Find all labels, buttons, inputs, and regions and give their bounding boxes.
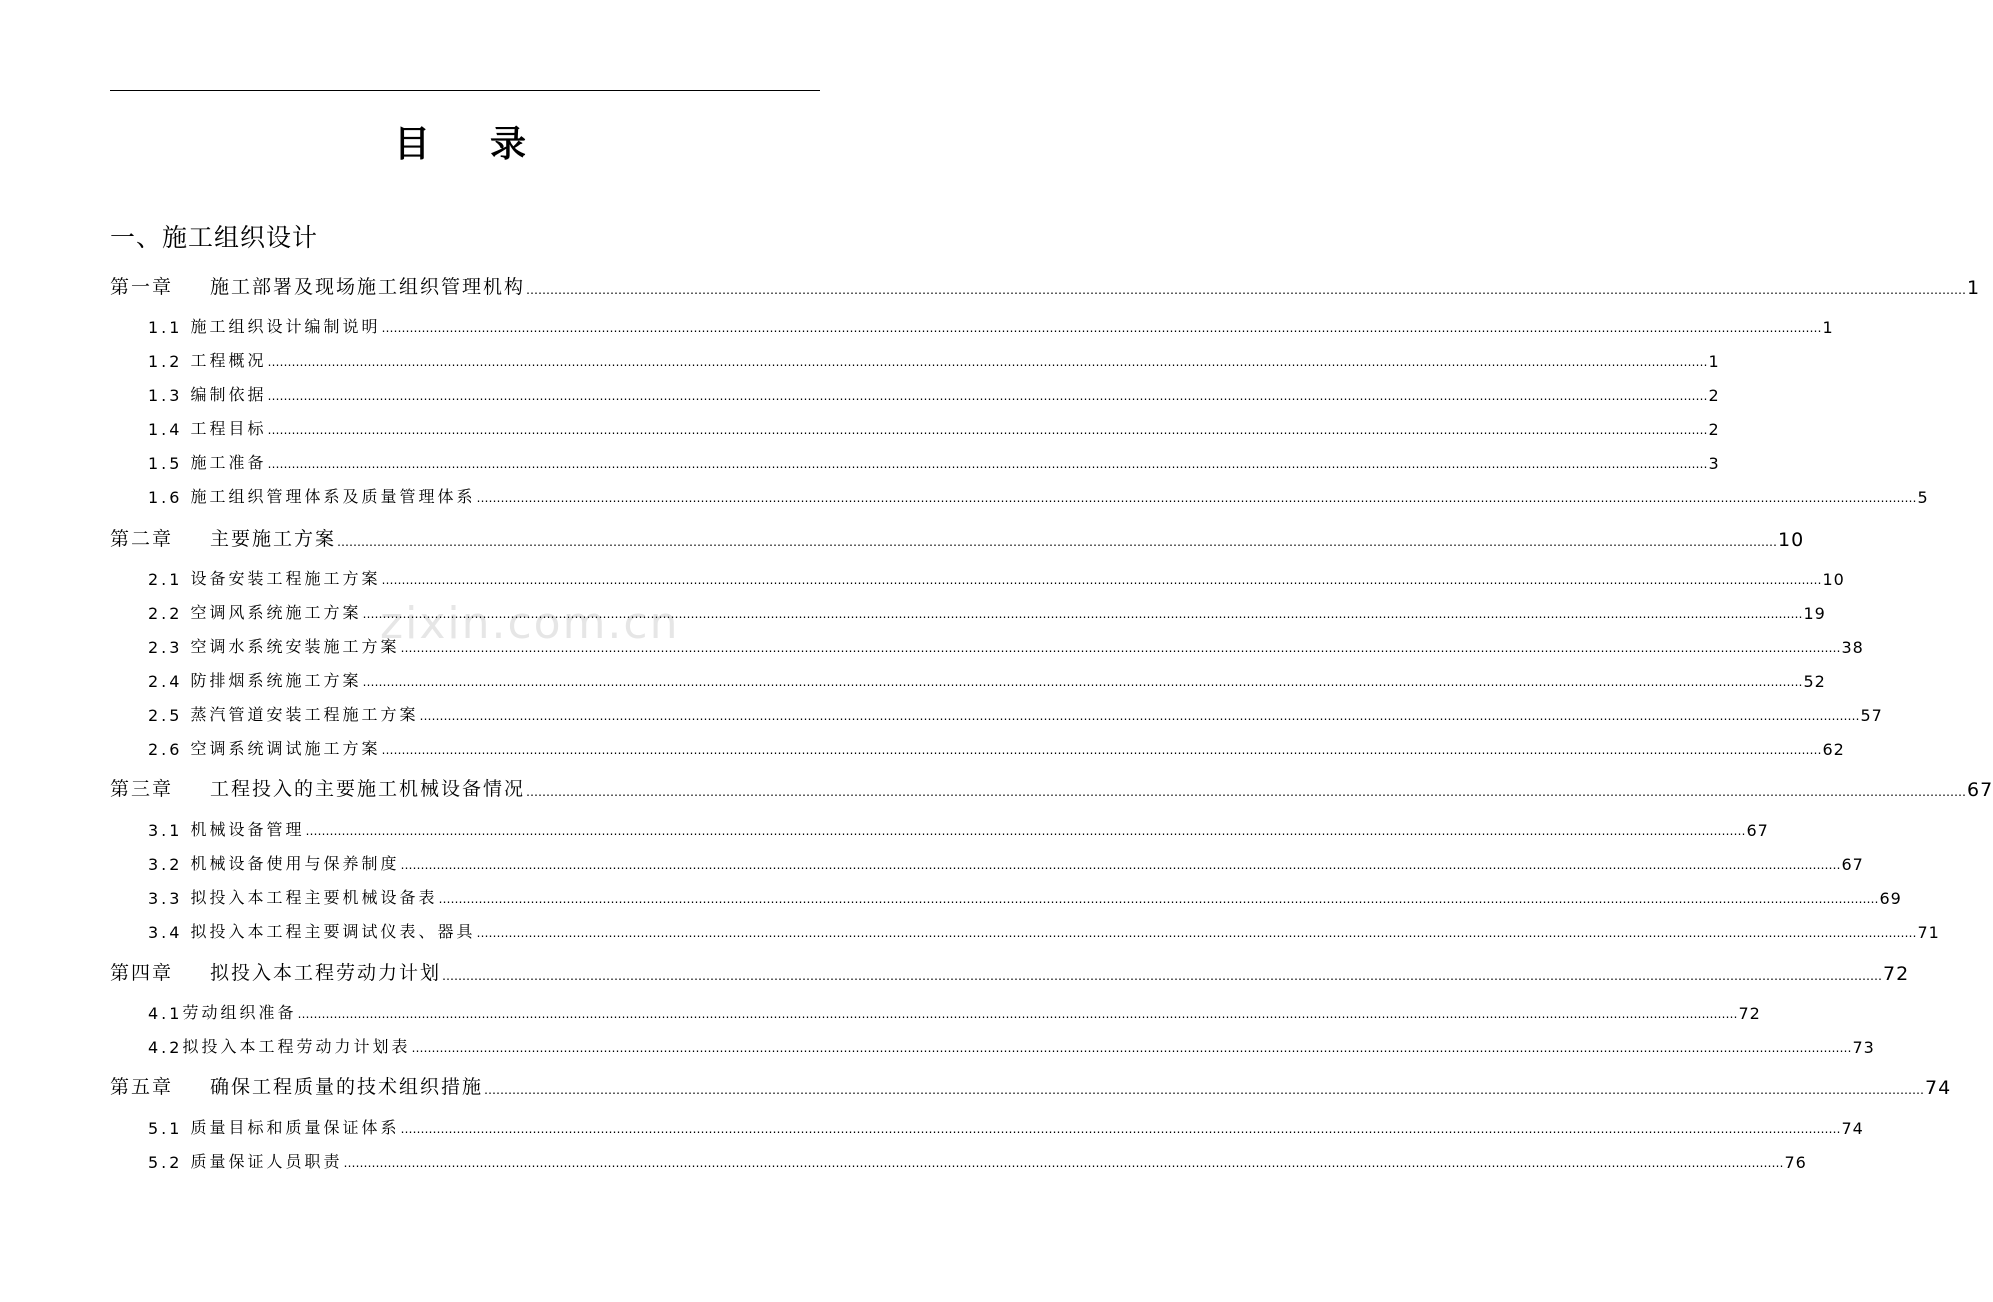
- toc-entry-label: 机械设备使用与保养制度: [190, 854, 400, 873]
- toc-entry-label: 设备安装工程施工方案: [190, 569, 381, 588]
- dot-leader: ………………………………………………………………………………………………………………………………………………………………………………………………………………………………………………………………………………………………………………………………: [400, 1122, 1841, 1136]
- toc-section-entry[interactable]: [148, 600, 1826, 623]
- toc-entry-label: 施工组织设计编制说明: [190, 317, 381, 336]
- dot-leader: ………………………………………………………………………………………………………………………………………………………………………………………………………………………………………………………………………………………………………………………………: [400, 641, 1841, 655]
- toc-section-entry[interactable]: [148, 1000, 1761, 1023]
- toc-entry-label: 拟投入本工程主要调试仪表、器具: [190, 922, 476, 941]
- toc-section-entry[interactable]: [148, 851, 1864, 874]
- toc-page-number: 67: [1746, 821, 1769, 840]
- toc-entry-number: 第三章: [110, 778, 174, 800]
- toc-chapter-entry[interactable]: [110, 524, 1805, 551]
- toc-section-entry[interactable]: [148, 314, 1834, 337]
- toc-entry-number: 3.4: [148, 923, 183, 942]
- toc-entry-number: 第一章: [110, 276, 174, 298]
- toc-entry-label: 空调系统调试施工方案: [190, 739, 381, 758]
- dot-leader: ………………………………………………………………………………………………………………………………………………………………………………………………………………………………………………………………………………………………………………………………: [267, 423, 1708, 437]
- section-heading: 一、施工组织设计: [110, 223, 319, 252]
- dot-leader: ………………………………………………………………………………………………………………………………………………………………………………………………………………………………………………………………………………………………………………………………: [267, 355, 1708, 369]
- dot-leader: ………………………………………………………………………………………………………………………………………………………………………………………………………………………………………………………………………………………………………………………………: [267, 389, 1708, 403]
- toc-entry-number: 1.3: [148, 386, 183, 405]
- toc-entry-label: 确保工程质量的技术组织措施: [210, 1076, 484, 1098]
- toc-section-entry[interactable]: [148, 450, 1720, 473]
- toc-section-entry[interactable]: [148, 566, 1845, 589]
- toc-section-entry[interactable]: [148, 634, 1864, 657]
- toc-page-number: 2: [1708, 386, 1720, 405]
- toc-entry-label: 机械设备管理: [190, 820, 305, 839]
- toc-entry-number: 2.1: [148, 570, 183, 589]
- toc-entry-number: 3.1: [148, 821, 183, 840]
- toc-page-number: 1: [1967, 277, 1981, 299]
- toc-page-number: 10: [1822, 570, 1845, 589]
- toc-entry-label: 质量保证人员职责: [190, 1152, 343, 1171]
- toc-page-number: 72: [1883, 963, 1910, 985]
- toc-page-number: 19: [1803, 604, 1826, 623]
- toc-chapter-entry[interactable]: [110, 272, 1981, 299]
- dot-leader: ………………………………………………………………………………………………………………………………………………………………………………………………………………………………………………………………………………………………………………………………: [267, 457, 1708, 471]
- header-rule: [110, 90, 820, 91]
- watermark: zixin.com.cn: [380, 598, 680, 649]
- toc-page-number: 10: [1778, 529, 1805, 551]
- toc-chapter-entry[interactable]: [110, 774, 1993, 801]
- dot-leader: ………………………………………………………………………………………………………………………………………………………………………………………………………………………………………………………………………………………………………………………………: [526, 283, 1967, 297]
- toc-page-number: 52: [1803, 672, 1826, 691]
- toc-page-number: 67: [1967, 779, 1993, 801]
- toc-entry-number: 1.1: [148, 318, 183, 337]
- toc-section-entry[interactable]: [148, 668, 1826, 691]
- toc-entry-label: 空调风系统施工方案: [190, 603, 362, 622]
- dot-leader: ………………………………………………………………………………………………………………………………………………………………………………………………………………………………………………………………………………………………………………………………: [362, 607, 1803, 621]
- toc-entry-number: 1.5: [148, 454, 183, 473]
- toc-section-entry[interactable]: [148, 1115, 1864, 1138]
- dot-leader: ………………………………………………………………………………………………………………………………………………………………………………………………………………………………………………………………………………………………………………………………: [381, 743, 1822, 757]
- toc-entry-number: 1.4: [148, 420, 183, 439]
- toc-entry-number: 1.2: [148, 352, 183, 371]
- toc-section-entry[interactable]: [148, 382, 1720, 405]
- toc-entry-label: 工程投入的主要施工机械设备情况: [210, 778, 526, 800]
- toc-page-number: 38: [1841, 638, 1864, 657]
- toc-entry-number: 第二章: [110, 528, 174, 550]
- toc-page-number: 57: [1860, 706, 1883, 725]
- toc-page-number: 69: [1879, 889, 1902, 908]
- dot-leader: ………………………………………………………………………………………………………………………………………………………………………………………………………………………………………………………………………………………………………………………………: [381, 321, 1822, 335]
- toc-page-number: 3: [1708, 454, 1720, 473]
- toc-entry-label: 拟投入本工程劳动力计划表: [182, 1037, 411, 1056]
- toc-entry-number: 4.1: [148, 1004, 183, 1023]
- toc-chapter-entry[interactable]: [110, 958, 1910, 985]
- toc-page-number: 74: [1841, 1119, 1864, 1138]
- dot-leader: ………………………………………………………………………………………………………………………………………………………………………………………………………………………………………………………………………………………………………………………………: [305, 824, 1746, 838]
- toc-section-entry[interactable]: [148, 1149, 1807, 1172]
- dot-leader: ………………………………………………………………………………………………………………………………………………………………………………………………………………………………………………………………………………………………………………………………: [484, 1083, 1925, 1097]
- toc-page-number: 1: [1708, 352, 1720, 371]
- toc-entry-label: 拟投入本工程主要机械设备表: [190, 888, 438, 907]
- toc-entry-number: 1.6: [148, 488, 183, 507]
- dot-leader: ………………………………………………………………………………………………………………………………………………………………………………………………………………………………………………………………………………………………………………………………: [297, 1007, 1738, 1021]
- dot-leader: ………………………………………………………………………………………………………………………………………………………………………………………………………………………………………………………………………………………………………………………………: [442, 969, 1883, 983]
- toc-entry-number: 2.4: [148, 672, 183, 691]
- toc-entry-label: 工程概况: [190, 351, 267, 370]
- toc-entry-label: 拟投入本工程劳动力计划: [210, 962, 442, 984]
- toc-page-number: 5: [1917, 488, 1929, 507]
- page-title: 目录: [393, 124, 586, 165]
- dot-leader: ………………………………………………………………………………………………………………………………………………………………………………………………………………………………………………………………………………………………………………………………: [362, 675, 1803, 689]
- toc-entry-number: 5.1: [148, 1119, 183, 1138]
- toc-chapter-entry[interactable]: [110, 1072, 1952, 1099]
- dot-leader: ………………………………………………………………………………………………………………………………………………………………………………………………………………………………………………………………………………………………………………………………: [381, 573, 1822, 587]
- toc-page-number: 2: [1708, 420, 1720, 439]
- dot-leader: ………………………………………………………………………………………………………………………………………………………………………………………………………………………………………………………………………………………………………………………………: [400, 858, 1841, 872]
- toc-page-number: 67: [1841, 855, 1864, 874]
- dot-leader: ………………………………………………………………………………………………………………………………………………………………………………………………………………………………………………………………………………………………………………………………: [411, 1041, 1852, 1055]
- toc-section-entry[interactable]: [148, 1034, 1875, 1057]
- toc-section-entry[interactable]: [148, 702, 1883, 725]
- toc-entry-number: 4.2: [148, 1038, 183, 1057]
- toc-entry-label: 编制依据: [190, 385, 267, 404]
- toc-entry-label: 蒸汽管道安装工程施工方案: [190, 705, 419, 724]
- dot-leader: ………………………………………………………………………………………………………………………………………………………………………………………………………………………………………………………………………………………………………………………………: [476, 491, 1917, 505]
- toc-entry-label: 工程目标: [190, 419, 267, 438]
- toc-entry-number: 2.5: [148, 706, 183, 725]
- dot-leader: ………………………………………………………………………………………………………………………………………………………………………………………………………………………………………………………………………………………………………………………………: [419, 709, 1860, 723]
- dot-leader: ………………………………………………………………………………………………………………………………………………………………………………………………………………………………………………………………………………………………………………………………: [526, 785, 1967, 799]
- dot-leader: ………………………………………………………………………………………………………………………………………………………………………………………………………………………………………………………………………………………………………………………………: [337, 535, 1778, 549]
- toc-section-entry[interactable]: [148, 416, 1720, 439]
- toc-entry-number: 2.3: [148, 638, 183, 657]
- toc-page-number: 62: [1822, 740, 1845, 759]
- toc-entry-label: 施工部署及现场施工组织管理机构: [210, 276, 526, 298]
- toc-page-number: 73: [1852, 1038, 1875, 1057]
- toc-entry-label: 空调水系统安装施工方案: [190, 637, 400, 656]
- toc-section-entry[interactable]: [148, 885, 1902, 908]
- toc-section-entry[interactable]: [148, 484, 1929, 507]
- toc-section-entry[interactable]: [148, 736, 1845, 759]
- toc-entry-label: 防排烟系统施工方案: [190, 671, 362, 690]
- dot-leader: ………………………………………………………………………………………………………………………………………………………………………………………………………………………………………………………………………………………………………………………………: [476, 926, 1917, 940]
- toc-section-entry[interactable]: [148, 348, 1720, 371]
- toc-entry-number: 第四章: [110, 962, 174, 984]
- toc-entry-label: 质量目标和质量保证体系: [190, 1118, 400, 1137]
- toc-entry-label: 施工准备: [190, 453, 267, 472]
- toc-entry-number: 5.2: [148, 1153, 183, 1172]
- dot-leader: ………………………………………………………………………………………………………………………………………………………………………………………………………………………………………………………………………………………………………………………………: [343, 1156, 1784, 1170]
- toc-page-number: 1: [1822, 318, 1834, 337]
- toc-entry-number: 3.2: [148, 855, 183, 874]
- toc-entry-label: 主要施工方案: [210, 528, 337, 550]
- toc-page-number: 71: [1917, 923, 1940, 942]
- toc-entry-number: 第五章: [110, 1076, 174, 1098]
- toc-entry-label: 施工组织管理体系及质量管理体系: [190, 487, 476, 506]
- toc-section-entry[interactable]: [148, 919, 1940, 942]
- toc-page-number: 72: [1738, 1004, 1761, 1023]
- toc-page-number: 74: [1925, 1077, 1952, 1099]
- toc-entry-label: 劳动组织准备: [182, 1003, 297, 1022]
- dot-leader: ………………………………………………………………………………………………………………………………………………………………………………………………………………………………………………………………………………………………………………………………: [438, 892, 1879, 906]
- toc-page-number: 76: [1784, 1153, 1807, 1172]
- toc-section-entry[interactable]: [148, 817, 1769, 840]
- toc-entry-number: 2.2: [148, 604, 183, 623]
- toc-entry-number: 2.6: [148, 740, 183, 759]
- toc-entry-number: 3.3: [148, 889, 183, 908]
